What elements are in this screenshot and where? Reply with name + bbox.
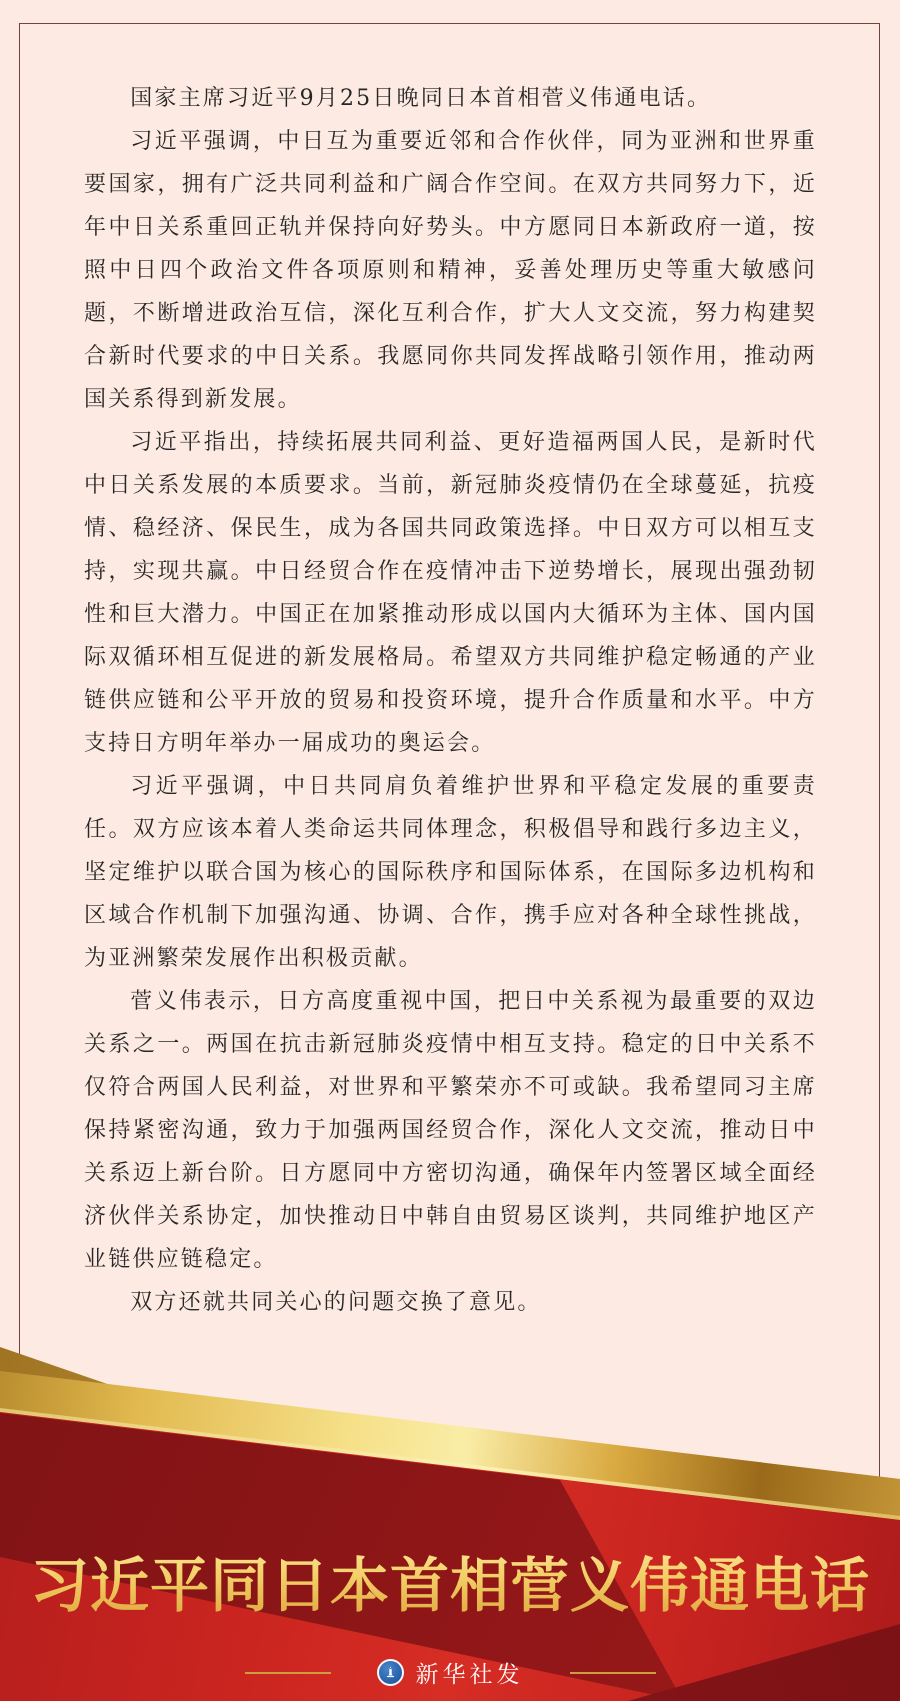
paragraph: 菅义伟表示，日方高度重视中国，把日中关系视为最重要的双边关系之一。两国在抗击新冠肺炎疫情中相互支持。稳定的日中关系不仅符合两国人民利益，对世界和平繁荣亦不可或缺。我希望同习主席保持紧密沟通，致力于加强两国经贸合作，深化人文交流，推动日中关系迈上新台阶。日方愿同中方密切沟通，确保年内签署区域全面经济伙伴关系协定，加快推动日中韩自由贸易区谈判，共同维护地区产业链供应链稳定。 [84,989,817,1272]
footer-right-line [570,1672,656,1674]
footer-credit-bar [0,1656,900,1689]
paragraph-closing: 双方还就共同关心的问题交换了意见。 [130,1290,542,1315]
paragraph: 习近平强调，中日共同肩负着维护世界和平稳定发展的重要责任。双方应该本着人类命运共同体理念，积极倡导和践行多边主义，坚定维护以联合国为核心的国际秩序和国际体系，在国际多边机构和区域合作机制下加强沟通、协调、合作，携手应对各种全球性挑战，为亚洲繁荣发展作出积极贡献。 [84,774,817,971]
footer-left-line [245,1672,331,1674]
paragraph-lead: 国家主席习近平9月25日晚同日本首相菅义伟通电话。 [130,86,712,111]
footer-credit-text: 新华社发 [415,1662,524,1688]
footer-center-group [377,1656,524,1689]
banner-title: 习近平同日本首相菅义伟通电话 [0,1538,900,1623]
paragraph: 习近平强调，中日互为重要近邻和合作伙伴，同为亚洲和世界重要国家，拥有广泛共同利益和广阔合作空间。在双方共同努力下，近年中日关系重回正轨并保持向好势头。中方愿同日本新政府一道，按照中日四个政治文件各项原则和精神，妥善处理历史等重大敏感问题，不断增进政治互信，深化互利合作，扩大人文交流，努力构建契合新时代要求的中日关系。我愿同你共同发挥战略引领作用，推动两国关系得到新发展。 [84,129,817,412]
xinhua-logo-icon [377,1659,404,1686]
article-text [84,77,817,1324]
paragraph: 习近平指出，持续拓展共同利益、更好造福两国人民，是新时代中日关系发展的本质要求。当前，新冠肺炎疫情仍在全球蔓延，抗疫情、稳经济、保民生，成为各国共同政策选择。中日双方可以相互支持，实现共赢。中日经贸合作在疫情冲击下逆势增长，展现出强劲韧性和巨大潜力。中国正在加紧推动形成以国内大循环为主体、国内国际双循环相互促进的新发展格局。希望双方共同维护稳定畅通的产业链供应链和公平开放的贸易和投资环境，提升合作质量和水平。中方支持日方明年举办一届成功的奥运会。 [84,430,817,756]
